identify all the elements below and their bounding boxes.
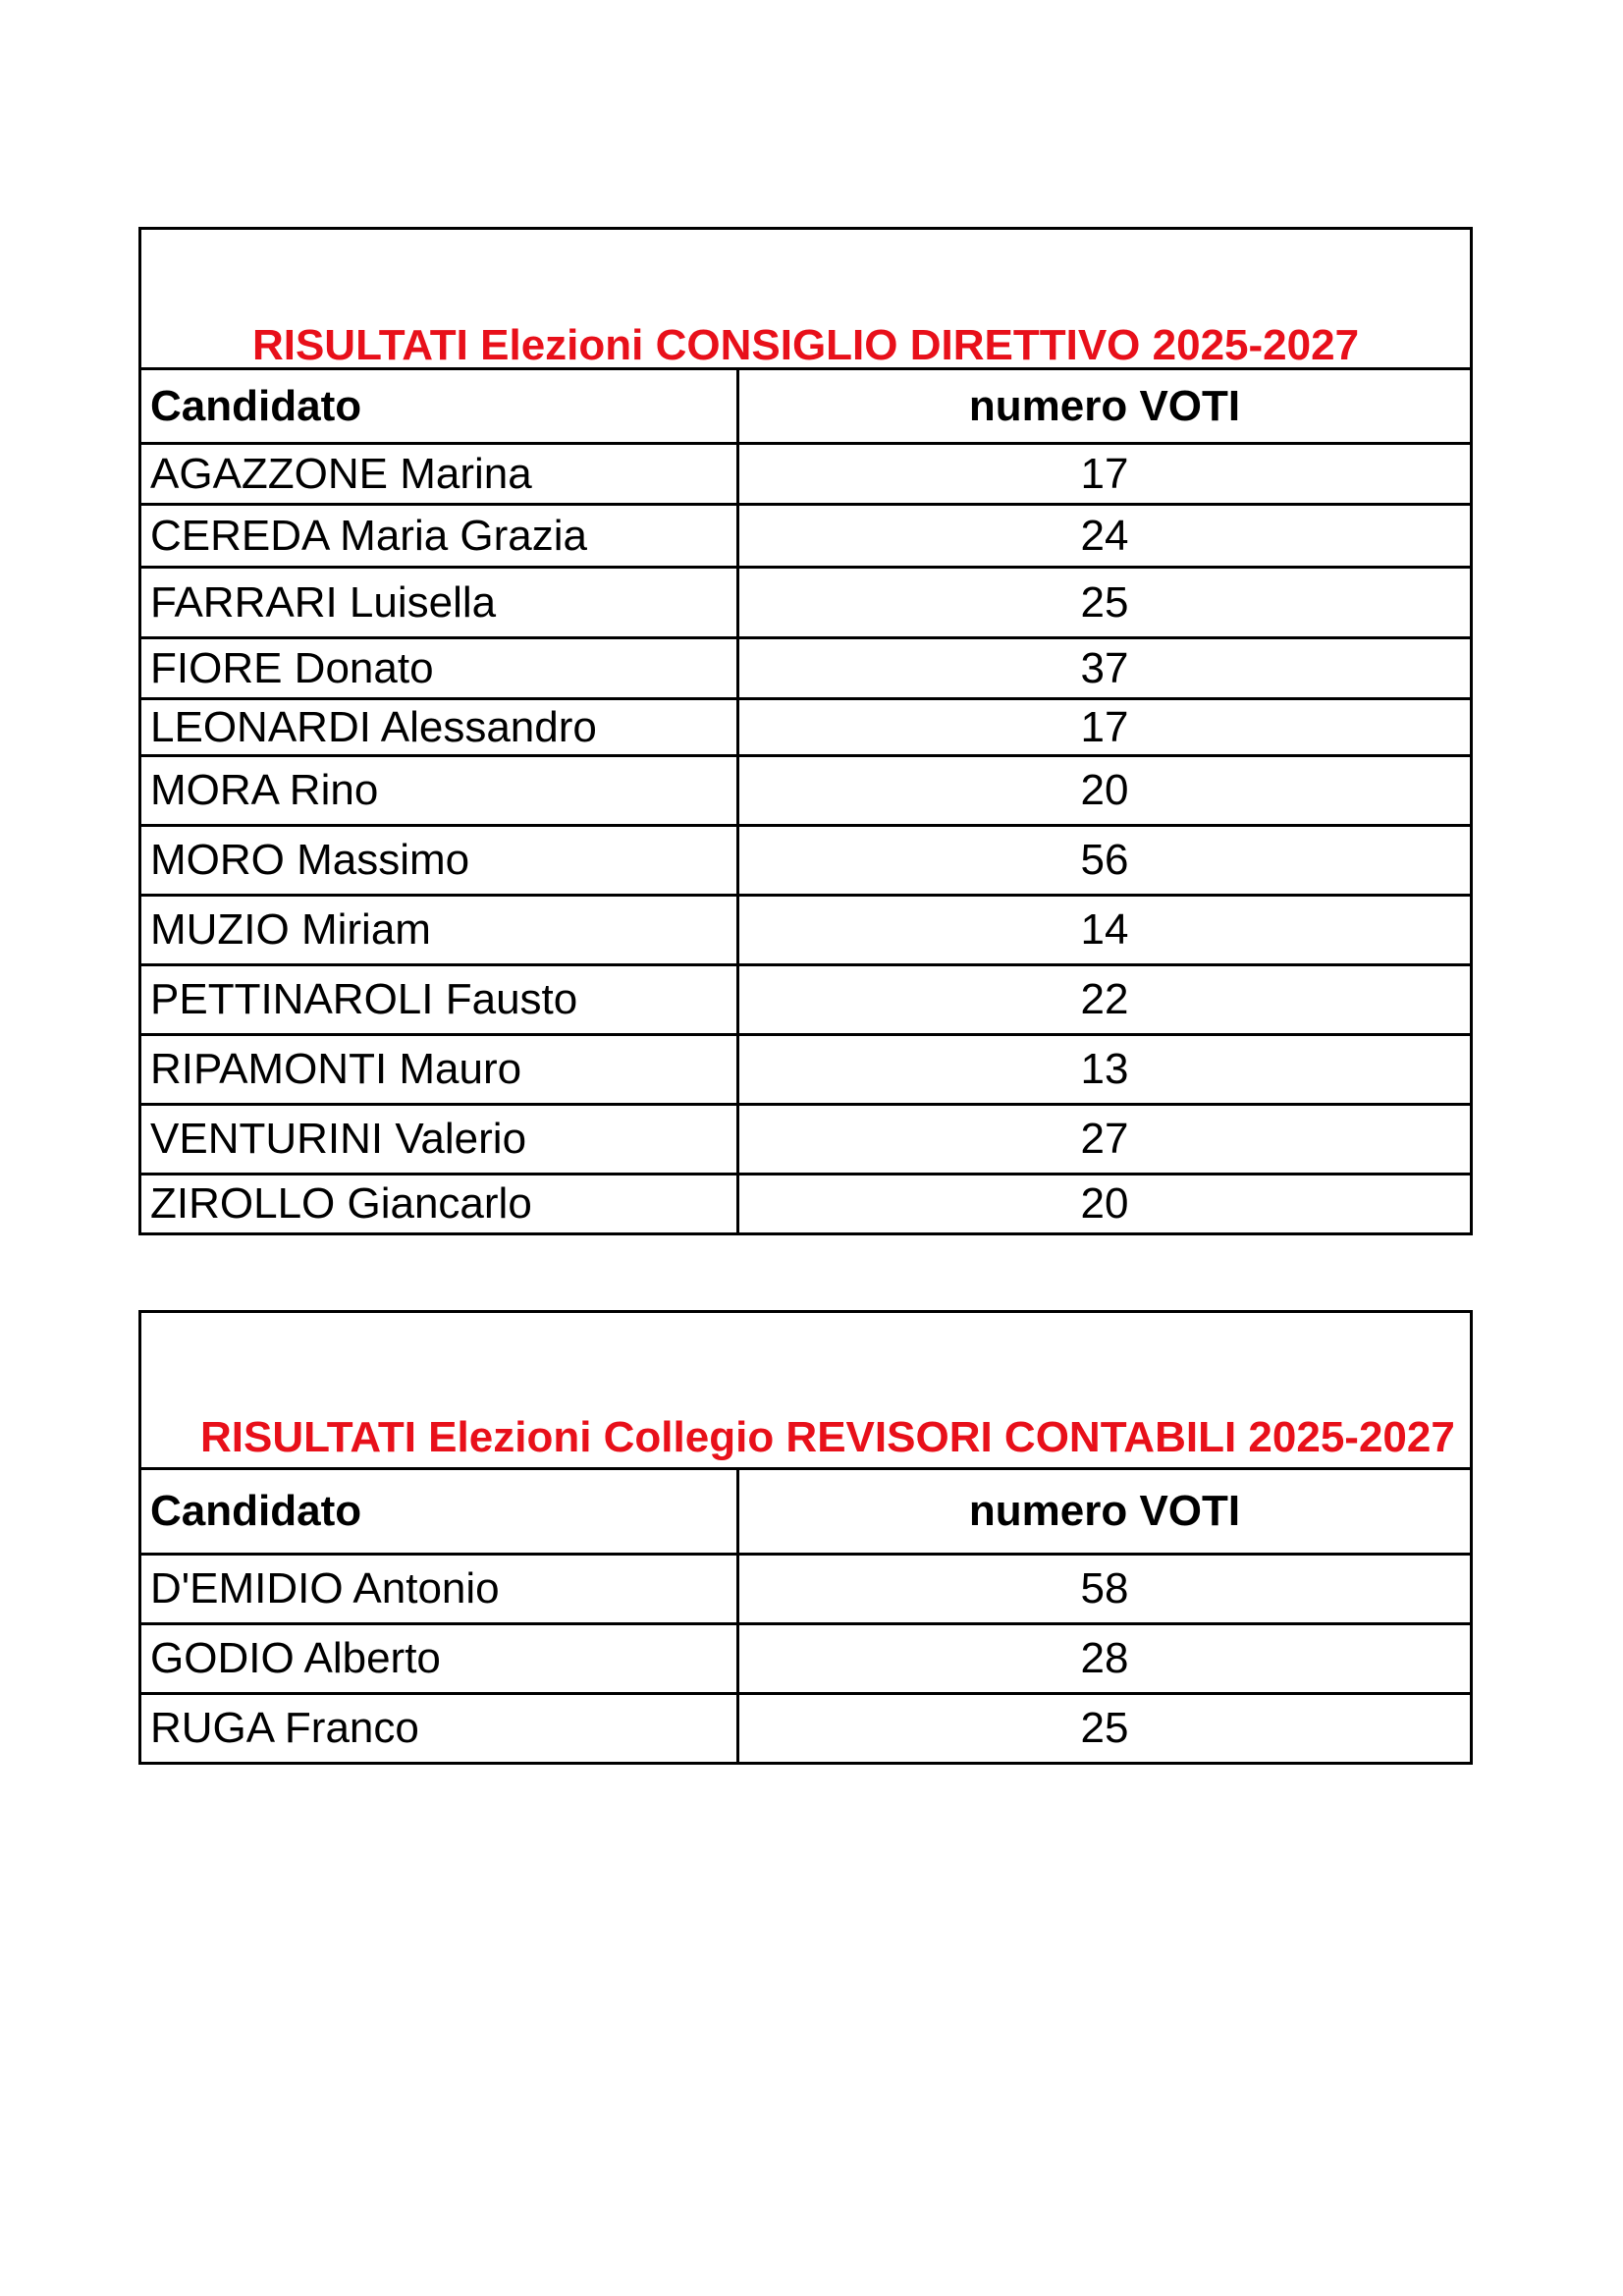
candidate-name: PETTINAROLI Fausto xyxy=(140,965,738,1035)
consiglio-direttivo-table xyxy=(138,227,1473,1235)
table-row xyxy=(140,756,1472,826)
candidate-name: MORO Massimo xyxy=(140,826,738,896)
header-row xyxy=(140,1469,1472,1555)
candidate-name: FARRARI Luisella xyxy=(140,568,738,638)
table-row xyxy=(140,1175,1472,1234)
vote-count: 58 xyxy=(738,1555,1472,1624)
vote-count: 28 xyxy=(738,1624,1472,1694)
candidate-name: MORA Rino xyxy=(140,756,738,826)
revisori-contabili-table xyxy=(138,1310,1473,1765)
vote-count: 24 xyxy=(738,505,1472,568)
table-row xyxy=(140,1694,1472,1764)
table-row xyxy=(140,1555,1472,1624)
candidate-name: VENTURINI Valerio xyxy=(140,1105,738,1175)
table-row xyxy=(140,1035,1472,1105)
candidate-name: GODIO Alberto xyxy=(140,1624,738,1694)
vote-count: 20 xyxy=(738,756,1472,826)
candidate-name: D'EMIDIO Antonio xyxy=(140,1555,738,1624)
table-row xyxy=(140,638,1472,699)
table-row xyxy=(140,826,1472,896)
vote-count: 17 xyxy=(738,444,1472,505)
candidate-name: RUGA Franco xyxy=(140,1694,738,1764)
candidate-name: AGAZZONE Marina xyxy=(140,444,738,505)
candidate-name: ZIROLLO Giancarlo xyxy=(140,1175,738,1234)
header-row xyxy=(140,369,1472,444)
table-row xyxy=(140,1105,1472,1175)
table-row xyxy=(140,699,1472,756)
candidate-name: MUZIO Miriam xyxy=(140,896,738,965)
vote-count: 20 xyxy=(738,1175,1472,1234)
section-title: RISULTATI Elezioni CONSIGLIO DIRETTIVO 2025-2027 xyxy=(140,229,1472,369)
section-title: RISULTATI Elezioni Collegio REVISORI CONTABILI 2025-2027 xyxy=(140,1312,1472,1469)
vote-count: 13 xyxy=(738,1035,1472,1105)
vote-count: 37 xyxy=(738,638,1472,699)
table-row xyxy=(140,444,1472,505)
table-row xyxy=(140,505,1472,568)
candidate-name: FIORE Donato xyxy=(140,638,738,699)
candidate-name: LEONARDI Alessandro xyxy=(140,699,738,756)
table-row xyxy=(140,965,1472,1035)
candidate-name: RIPAMONTI Mauro xyxy=(140,1035,738,1105)
column-header-votes: numero VOTI xyxy=(738,1469,1472,1555)
vote-count: 25 xyxy=(738,1694,1472,1764)
column-header-candidate: Candidato xyxy=(140,369,738,444)
title-row xyxy=(140,1312,1472,1469)
vote-count: 25 xyxy=(738,568,1472,638)
title-row xyxy=(140,229,1472,369)
column-header-votes: numero VOTI xyxy=(738,369,1472,444)
candidate-name: CEREDA Maria Grazia xyxy=(140,505,738,568)
vote-count: 22 xyxy=(738,965,1472,1035)
vote-count: 27 xyxy=(738,1105,1472,1175)
vote-count: 56 xyxy=(738,826,1472,896)
vote-count: 17 xyxy=(738,699,1472,756)
column-header-candidate: Candidato xyxy=(140,1469,738,1555)
table-row xyxy=(140,568,1472,638)
table-row xyxy=(140,1624,1472,1694)
table-row xyxy=(140,896,1472,965)
vote-count: 14 xyxy=(738,896,1472,965)
